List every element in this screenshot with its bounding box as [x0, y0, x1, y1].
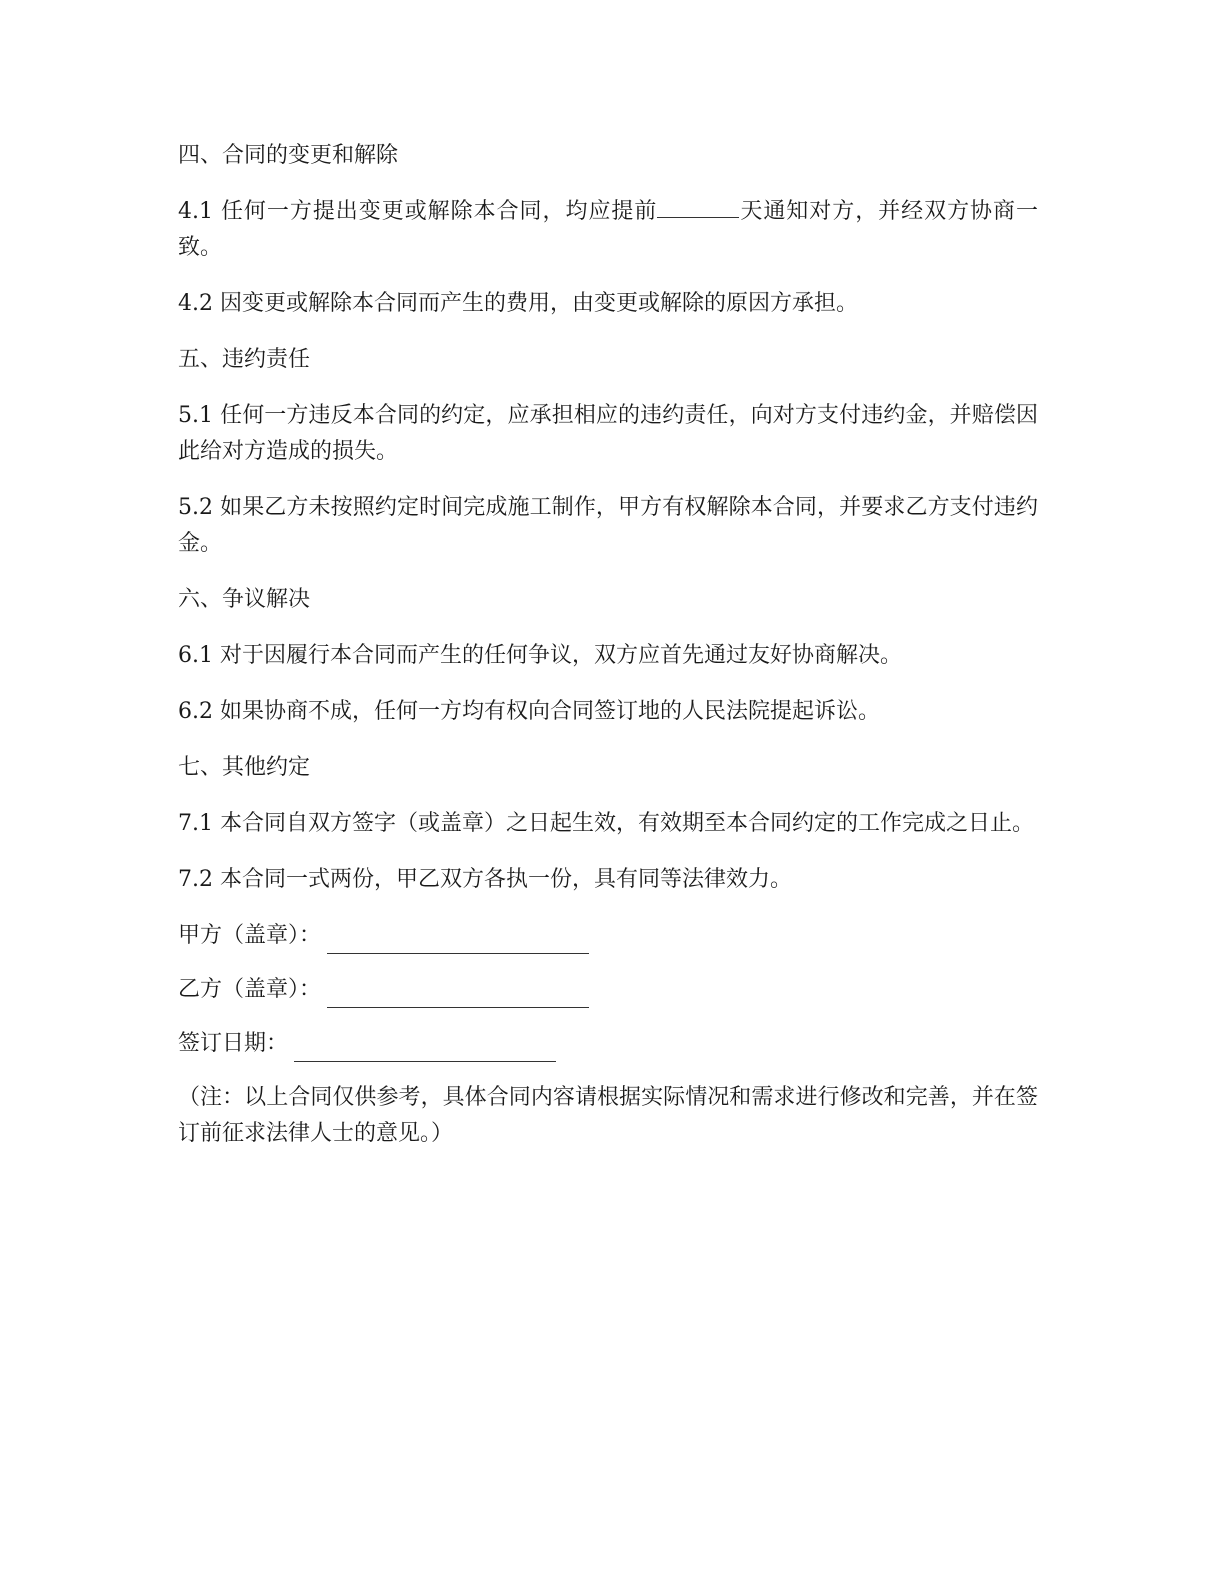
- notice-days-blank: [657, 195, 739, 218]
- party-b-label: 乙方（盖章）：: [178, 977, 322, 1002]
- clause-5-1: 5.1 任何一方违反本合同的约定，应承担相应的违约责任，向对方支付违约金，并赔偿因此给对方造成的损失。: [178, 403, 1038, 464]
- party-a-signature: [178, 918, 1038, 954]
- clause-6-2: 6.2 如果协商不成，任何一方均有权向合同签订地的人民法院提起诉讼。: [178, 699, 880, 724]
- signing-date-label: 签订日期：: [178, 1031, 289, 1056]
- party-b-signature: [178, 972, 1038, 1008]
- clause-7-2: 7.2 本合同一式两份，甲乙双方各执一份，具有同等法律效力。: [178, 867, 792, 892]
- clause-4-2: 4.2 因变更或解除本合同而产生的费用，由变更或解除的原因方承担。: [178, 291, 858, 316]
- disclaimer-note: （注：以上合同仅供参考，具体合同内容请根据实际情况和需求进行修改和完善，并在签订前征求法律人士的意见。）: [178, 1085, 1038, 1146]
- section-7-title: 七、其他约定: [178, 755, 311, 780]
- section-6-title: 六、争议解决: [178, 587, 311, 612]
- section-4-title: 四、合同的变更和解除: [178, 143, 399, 168]
- party-a-blank: [327, 927, 589, 954]
- clause-4-1: [178, 194, 1038, 266]
- clause-6-1: 6.1 对于因履行本合同而产生的任何争议，双方应首先通过友好协商解决。: [178, 643, 902, 668]
- document-page: [178, 138, 1038, 1172]
- clause-4-1-text-a: 4.1 任何一方提出变更或解除本合同，均应提前: [178, 199, 658, 224]
- clause-7-1: 7.1 本合同自双方签字（或盖章）之日起生效，有效期至本合同约定的工作完成之日止。: [178, 811, 1034, 836]
- party-b-blank: [327, 981, 589, 1008]
- signing-date: [178, 1026, 1038, 1062]
- clause-5-2: 5.2 如果乙方未按照约定时间完成施工制作，甲方有权解除本合同，并要求乙方支付违约金。: [178, 495, 1038, 556]
- signing-date-blank: [294, 1035, 556, 1062]
- section-5-title: 五、违约责任: [178, 347, 311, 372]
- clause-4-1-text-b: 天通知对方，并经双方协商一致。: [178, 199, 1038, 260]
- party-a-label: 甲方（盖章）：: [178, 923, 322, 948]
